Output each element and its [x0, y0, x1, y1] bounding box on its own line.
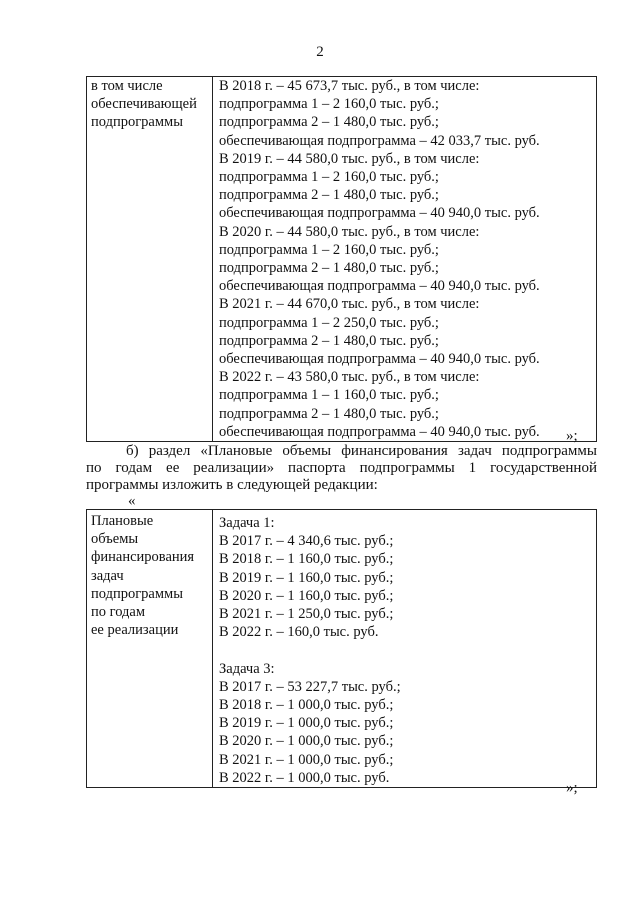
funding-line: подпрограмма 2 – 1 480,0 тыс. руб.; — [219, 332, 439, 349]
amendment-paragraph — [86, 443, 597, 494]
task-title: Задача 1: — [219, 515, 275, 531]
funding-line: подпрограмма 2 – 1 480,0 тыс. руб.; — [219, 114, 439, 131]
funding-line: В 2022 г. – 1 000,0 тыс. руб. — [219, 769, 390, 786]
funding-line: подпрограмма 2 – 1 480,0 тыс. руб.; — [219, 260, 439, 277]
row-label-line: объемы — [91, 531, 139, 548]
funding-line: В 2019 г. – 44 580,0 тыс. руб., в том числе: — [219, 150, 480, 167]
opening-quote: « — [128, 493, 136, 509]
row-label-line: ее реализации — [91, 622, 179, 639]
row-label-line: Плановые — [91, 513, 154, 529]
row-label-line: подпрограммы — [91, 114, 183, 131]
closing-quote: »; — [566, 428, 578, 444]
paragraph-line: по годам ее реализации» паспорта подпрограммы 1 государственной — [86, 460, 597, 476]
task-title: Задача 3: — [219, 660, 275, 677]
funding-values-cell — [213, 77, 597, 442]
funding-line: В 2021 г. – 44 670,0 тыс. руб., в том числе: — [219, 296, 480, 313]
funding-line: обеспечивающая подпрограмма – 40 940,0 тыс. руб. — [219, 205, 540, 222]
blank-line — [219, 641, 596, 659]
row-label-cell — [87, 77, 213, 442]
funding-line: подпрограмма 1 – 2 160,0 тыс. руб.; — [219, 169, 439, 186]
funding-line: В 2017 г. – 4 340,6 тыс. руб.; — [219, 533, 394, 550]
funding-line: обеспечивающая подпрограмма – 40 940,0 тыс. руб. — [219, 278, 540, 295]
funding-line: В 2022 г. – 43 580,0 тыс. руб., в том числе: — [219, 369, 480, 386]
funding-line: В 2020 г. – 1 000,0 тыс. руб.; — [219, 733, 394, 750]
table-row — [87, 77, 597, 442]
funding-line: В 2018 г. – 45 673,7 тыс. руб., в том числе: — [219, 78, 480, 94]
funding-line: В 2021 г. – 1 250,0 тыс. руб.; — [219, 606, 394, 623]
funding-line: подпрограмма 2 – 1 480,0 тыс. руб.; — [219, 405, 439, 422]
row-label-cell — [87, 510, 213, 788]
funding-line: обеспечивающая подпрограмма – 42 033,7 тыс. руб. — [219, 132, 540, 149]
funding-table-by-task — [86, 509, 597, 788]
funding-line: подпрограмма 1 – 2 160,0 тыс. руб.; — [219, 96, 439, 113]
funding-line: обеспечивающая подпрограмма – 40 940,0 тыс. руб. — [219, 351, 540, 368]
row-label-line: в том числе — [91, 78, 163, 94]
task-funding-cell — [213, 510, 597, 788]
table-row — [87, 510, 597, 788]
funding-line: В 2020 г. – 44 580,0 тыс. руб., в том числе: — [219, 223, 480, 240]
funding-line: подпрограмма 1 – 2 160,0 тыс. руб.; — [219, 241, 439, 258]
closing-quote: »; — [566, 780, 578, 796]
row-label-line: подпрограммы — [91, 585, 183, 602]
funding-line: обеспечивающая подпрограмма – 40 940,0 тыс. руб. — [219, 423, 540, 440]
paragraph-line: б) раздел «Плановые объемы финансирования задач подпрограммы — [126, 443, 597, 459]
row-label-line: задач — [91, 567, 124, 584]
row-label-line: по годам — [91, 604, 146, 621]
paragraph-line: программы изложить в следующей редакции: — [86, 477, 378, 493]
funding-line: подпрограмма 1 – 1 160,0 тыс. руб.; — [219, 387, 439, 404]
funding-line: В 2022 г. – 160,0 тыс. руб. — [219, 624, 379, 641]
funding-line: В 2018 г. – 1 000,0 тыс. руб.; — [219, 697, 394, 714]
funding-line: В 2019 г. – 1 000,0 тыс. руб.; — [219, 715, 394, 732]
row-label-line: финансирования — [91, 549, 195, 566]
funding-line: В 2020 г. – 1 160,0 тыс. руб.; — [219, 587, 394, 604]
funding-line: В 2018 г. – 1 160,0 тыс. руб.; — [219, 551, 394, 568]
funding-line: В 2021 г. – 1 000,0 тыс. руб.; — [219, 751, 394, 768]
funding-line: подпрограмма 1 – 2 250,0 тыс. руб.; — [219, 314, 439, 331]
page-number: 2 — [316, 44, 324, 60]
funding-line: В 2019 г. – 1 160,0 тыс. руб.; — [219, 569, 394, 586]
funding-table-by-subprogram — [86, 76, 597, 442]
funding-line: подпрограмма 2 – 1 480,0 тыс. руб.; — [219, 187, 439, 204]
funding-line: В 2017 г. – 53 227,7 тыс. руб.; — [219, 678, 401, 695]
row-label-line: обеспечивающей — [91, 96, 197, 113]
